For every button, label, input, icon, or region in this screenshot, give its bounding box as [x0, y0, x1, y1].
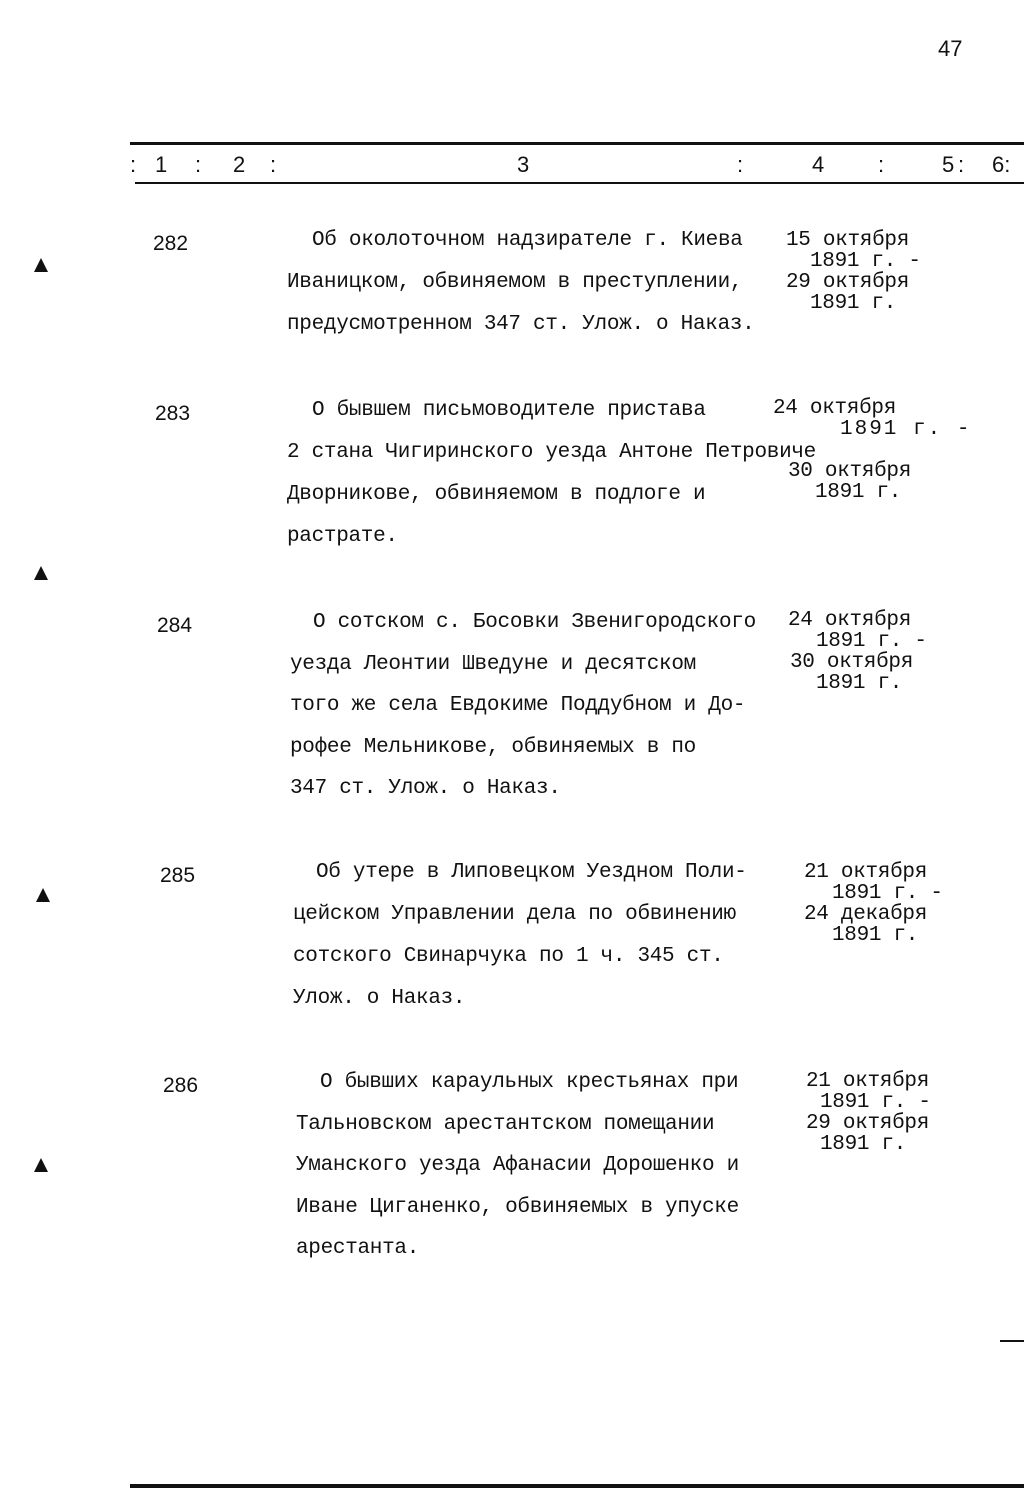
entry-number: 283: [155, 402, 191, 425]
entry-text-line: 347 ст. Улож. о Наказ.: [290, 777, 561, 800]
entry-text-line: Улож. о Наказ.: [293, 987, 466, 1010]
entry-text-line: рофее Мельникове, обвиняемых в по: [290, 735, 696, 759]
column-separator: :: [130, 152, 137, 177]
entry-date-line: 15 октября: [786, 229, 910, 252]
entry-text-line: Дворникове, обвиняемом в подлоге и: [287, 483, 706, 506]
entry-text-line: цейском Управлении дела по обвинению: [293, 903, 736, 926]
entry-date-line: 29 октября: [806, 1112, 930, 1135]
entry-date-line: 1891 г. -: [832, 882, 943, 905]
entry-text-line: О бывших караульных крестьянах при: [320, 1071, 739, 1094]
entry-text-line: Иваницком, обвиняемом в преступлении,: [287, 271, 743, 294]
punch-mark-icon: [34, 566, 48, 580]
entry-date-line: 21 октября: [806, 1070, 930, 1093]
entry-date-line: 24 декабря: [804, 903, 928, 926]
entry-date-line: 1891 г.: [810, 292, 897, 315]
entry-date-line: 29 октября: [786, 271, 910, 294]
entry-text-line: 2 стана Чигиринского уезда Антоне Петровиче: [287, 441, 816, 464]
entry-date-line: 1891 г.: [832, 924, 919, 947]
column-header-label: 1: [155, 152, 168, 177]
entry-text-line: О сотском с. Босовки Звенигородского: [313, 611, 756, 634]
entry-date-line: 21 октября: [804, 861, 928, 884]
entry-number: 284: [157, 614, 193, 637]
column-header-label: 2: [233, 152, 246, 177]
entry-text-line: Об утере в Липовецком Уездном Поли-: [316, 861, 747, 884]
entry-text-line: О бывшем письмоводителе пристава: [312, 399, 706, 422]
column-header-label: 6:: [992, 152, 1011, 177]
column-header-label: 4: [812, 152, 825, 177]
entry-text-line: Иване Циганенко, обвиняемых в упуске: [296, 1195, 739, 1219]
column-separator: :: [878, 152, 885, 177]
entry-date-line: 30 октября: [788, 460, 912, 483]
punch-mark-icon: [34, 258, 48, 272]
entry-number: 286: [163, 1074, 199, 1097]
entry-date-line: 1891 г. -: [820, 1091, 931, 1114]
entry-date-line: 24 октября: [788, 609, 912, 632]
punch-mark-icon: [36, 888, 50, 902]
entry-text-line: Об околоточном надзирателе г. Киева: [312, 229, 743, 252]
entry-text-line: Уманского уезда Афанасии Дорошенко и: [296, 1154, 739, 1177]
entry-date-line: 1891 г.: [816, 672, 903, 695]
entry-number: 285: [160, 864, 196, 887]
entry-date-line: 1891 г. -: [816, 630, 927, 653]
entry-number: 282: [153, 232, 189, 255]
column-separator: :: [737, 152, 744, 177]
entry-date-line: 1891 г.: [820, 1133, 907, 1156]
entry-date-line: 30 октября: [790, 651, 914, 674]
entry-date-line: 1891 г.: [815, 481, 902, 504]
margin-mark: [1000, 1340, 1024, 1342]
header-top-rule: [130, 142, 1024, 145]
entry-text-line: Тальновском арестантском помещании: [296, 1112, 715, 1136]
column-separator: :: [958, 152, 965, 177]
column-header-label: 5: [942, 152, 955, 177]
entry-date-line: 1891 г. -: [840, 418, 972, 441]
entry-text-line: того же села Евдокиме Поддубном и До-: [290, 694, 746, 717]
entry-text-line: сотского Свинарчука по 1 ч. 345 ст.: [293, 945, 724, 968]
header-bottom-rule: [135, 182, 1024, 184]
entry-date-line: 1891 г. -: [810, 250, 921, 273]
bottom-rule: [130, 1484, 1024, 1488]
column-separator: :: [270, 152, 277, 177]
entry-text-line: арестанта.: [296, 1237, 420, 1260]
entry-text-line: предусмотренном 347 ст. Улож. о Наказ.: [287, 313, 755, 336]
punch-mark-icon: [34, 1158, 48, 1172]
column-separator: :: [195, 152, 202, 177]
entry-text-line: растрате.: [287, 525, 398, 548]
entry-date-line: 24 октября: [773, 397, 897, 420]
page-number: 47: [938, 36, 963, 61]
column-header-label: 3: [517, 152, 530, 177]
entry-text-line: уезда Леонтии Шведуне и десятском: [290, 652, 696, 676]
